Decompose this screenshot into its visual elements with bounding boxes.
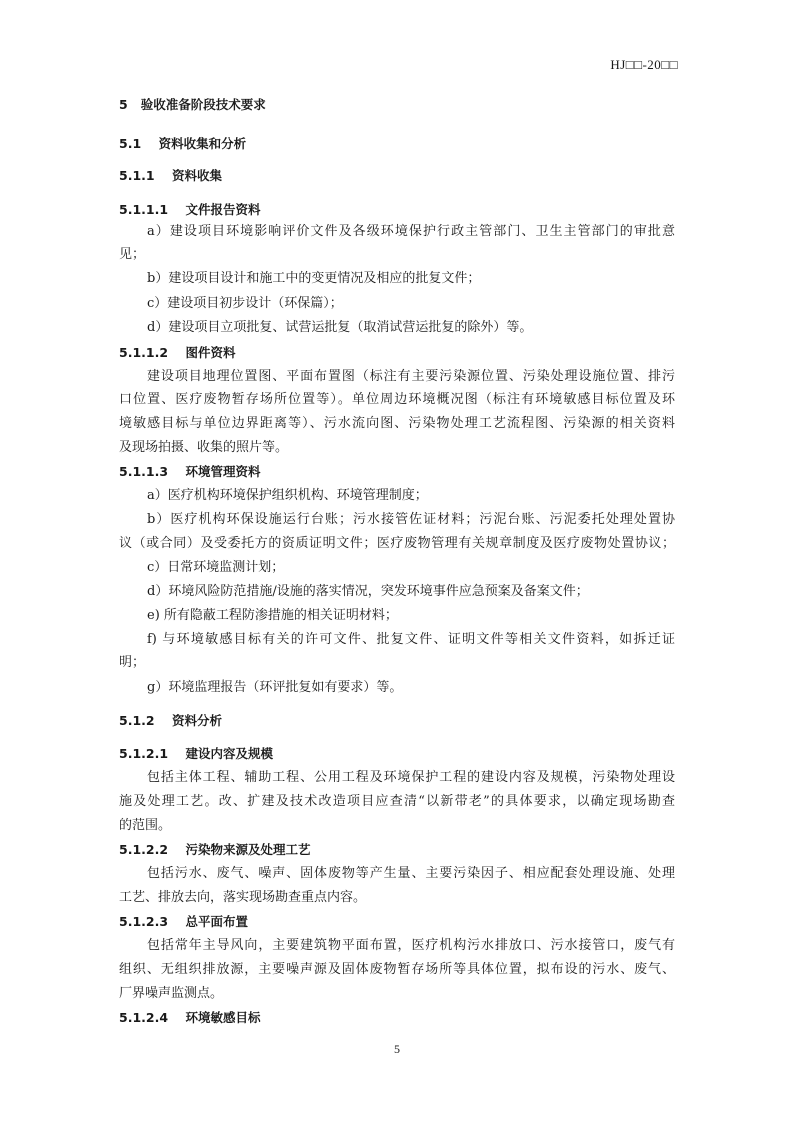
list-item: b）医疗机构环保设施运行台账；污水接管佐证材料；污泥台账、污泥委托处理处置协 bbox=[147, 512, 675, 527]
standard-code: HJ□□-20□□ bbox=[610, 57, 678, 72]
heading-5-1-2 bbox=[119, 713, 675, 729]
heading-number: 5.1.2.2 bbox=[119, 842, 169, 857]
list-item: b）建设项目设计和施工中的变更情况及相应的批复文件； bbox=[147, 271, 481, 286]
heading-number: 5.1.2.3 bbox=[119, 914, 169, 929]
list-item: g）环境监理报告（环评批复如有要求）等。 bbox=[147, 680, 403, 695]
paragraph-line: 建设项目地理位置图、平面布置图（标注有主要污染源位置、污染处理设施位置、排污 bbox=[147, 369, 675, 384]
list-item: a）建设项目环境影响评价文件及各级环境保护行政主管部门、卫生主管部门的审批意 bbox=[147, 224, 675, 239]
paragraph-line: 口位置、医疗废物暂存场所位置等）。单位周边环境概况图（标注有环境敏感目标位置及环 bbox=[119, 392, 675, 407]
heading-title: 资料收集和分析 bbox=[158, 136, 247, 151]
heading-5-1-2-2 bbox=[119, 842, 675, 858]
list-item-continued: 明； bbox=[119, 655, 146, 670]
heading-5-1-1-1 bbox=[119, 202, 675, 218]
heading-title: 环境敏感目标 bbox=[185, 1010, 261, 1025]
heading-number: 5 bbox=[119, 97, 128, 112]
heading-5-1-2-1 bbox=[119, 746, 675, 762]
heading-5-1-2-4 bbox=[119, 1010, 675, 1026]
heading-title: 资料分析 bbox=[172, 713, 223, 728]
heading-title: 污染物来源及处理工艺 bbox=[185, 842, 311, 857]
heading-title: 验收准备阶段技术要求 bbox=[140, 97, 266, 112]
heading-5-1-1-2 bbox=[119, 345, 675, 361]
paragraph-line: 及现场拍摄、收集的照片等。 bbox=[119, 440, 289, 455]
heading-title: 建设内容及规模 bbox=[185, 746, 273, 761]
heading-5-1 bbox=[119, 136, 675, 152]
heading-5-1-1-3 bbox=[119, 464, 675, 480]
heading-number: 5.1.1 bbox=[119, 168, 155, 183]
heading-number: 5.1.2 bbox=[119, 713, 155, 728]
page-number: 5 bbox=[394, 1042, 400, 1056]
list-item: f) 与环境敏感目标有关的许可文件、批复文件、证明文件等相关文件资料，如拆迁证 bbox=[147, 632, 675, 647]
heading-title: 图件资料 bbox=[185, 345, 236, 360]
paragraph-line: 包括常年主导风向，主要建筑物平面布置，医疗机构污水排放口、污水接管口，废气有 bbox=[147, 938, 675, 953]
paragraph-line: 包括污水、废气、噪声、固体废物等产生量、主要污染因子、相应配套处理设施、处理 bbox=[147, 866, 675, 881]
list-item-continued: 见； bbox=[119, 247, 146, 262]
list-item: c）日常环境监测计划； bbox=[147, 560, 285, 575]
list-item: c）建设项目初步设计（环保篇）； bbox=[147, 296, 343, 311]
heading-number: 5.1.1.3 bbox=[119, 464, 169, 479]
paragraph-line: 包括主体工程、辅助工程、公用工程及环境保护工程的建设内容及规模，污染物处理设 bbox=[147, 770, 675, 785]
paragraph-line: 厂界噪声监测点。 bbox=[119, 986, 224, 1001]
heading-number: 5.1.1.1 bbox=[119, 202, 169, 217]
paragraph-line: 组织、无组织排放源，主要噪声源及固体废物暂存场所等具体位置，拟布设的污水、废气、 bbox=[119, 962, 675, 977]
heading-number: 5.1.1.2 bbox=[119, 345, 169, 360]
heading-5-1-2-3 bbox=[119, 914, 675, 930]
list-item-continued: 议（或合同）及受委托方的资质证明文件；医疗废物管理有关规章制度及医疗废物处置协议； bbox=[119, 536, 675, 551]
list-item: d）建设项目立项批复、试营运批复（取消试营运批复的除外）等。 bbox=[147, 320, 533, 335]
heading-number: 5.1.2.1 bbox=[119, 746, 169, 761]
heading-title: 文件报告资料 bbox=[185, 202, 261, 217]
heading-number: 5.1 bbox=[119, 136, 142, 151]
list-item: e) 所有隐蔽工程防渗措施的相关证明材料； bbox=[147, 608, 398, 623]
heading-number: 5.1.2.4 bbox=[119, 1010, 169, 1025]
heading-title: 资料收集 bbox=[172, 168, 223, 183]
paragraph-line: 的范围。 bbox=[119, 818, 172, 833]
heading-title: 总平面布置 bbox=[185, 914, 248, 929]
list-item: d）环境风险防范措施/设施的落实情况，突发环境事件应急预案及备案文件； bbox=[147, 584, 589, 599]
heading-5-1-1 bbox=[119, 168, 675, 184]
heading-5 bbox=[119, 97, 675, 113]
heading-title: 环境管理资料 bbox=[185, 464, 261, 479]
paragraph-line: 工艺、排放去向，落实现场勘查重点内容。 bbox=[119, 890, 367, 905]
list-item: a）医疗机构环境保护组织机构、环境管理制度； bbox=[147, 488, 428, 503]
paragraph-line: 境敏感目标与单位边界距离等）、污水流向图、污染物处理工艺流程图、污染源的相关资料 bbox=[119, 416, 675, 431]
paragraph-line: 施及处理工艺。改、扩建及技术改造项目应查清“以新带老”的具体要求，以确定现场勘查 bbox=[119, 794, 675, 809]
